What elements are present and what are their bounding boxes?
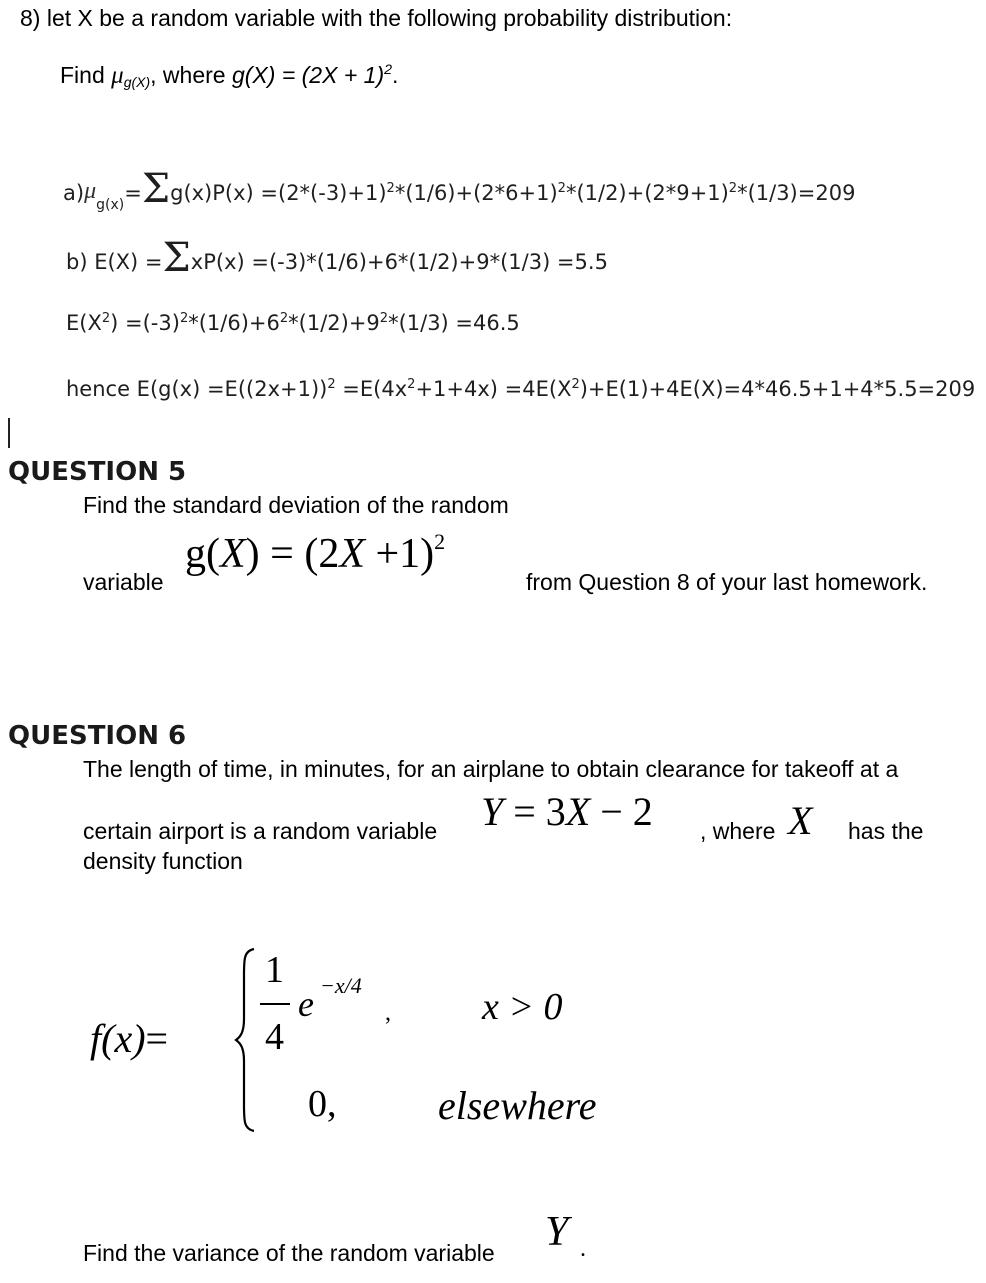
question6-line1: The length of time, in minutes, for an airplane to obtain clearance for takeoff at a [83, 756, 899, 782]
solution-hence: hence $E(g(x) =E((2x+1))^2 =E(4x^2+1+4x) =4E(X^2)+E(1)+4E(X)=4*46.5+1+4*5.5=209$ [66, 376, 976, 401]
question5-formula: $g(X) = (2X +1)^2$ [185, 529, 446, 577]
left-brace-icon [232, 945, 262, 1135]
density-lhs: f(x)= [90, 1016, 169, 1061]
sigma-icon: Σ [141, 166, 171, 212]
question6-line2: certain airport is a random variable [83, 818, 438, 844]
where-text: , where [150, 62, 232, 88]
condition-1: x > 0 [482, 986, 563, 1028]
find-text: Find [60, 62, 112, 88]
comma-1: , [385, 1000, 391, 1026]
fraction-numerator: 1 [265, 949, 284, 991]
final-y: Y [545, 1209, 569, 1255]
a-mu: μ [84, 178, 97, 204]
question6-where: , where [700, 818, 776, 844]
fraction-denominator: 4 [265, 1016, 284, 1058]
question6-title: QUESTION 6 [8, 721, 187, 751]
exp-power: −x/4 [320, 973, 362, 998]
fraction-bar [260, 1003, 290, 1005]
final-dot: . [580, 1236, 586, 1262]
exp-base: e [298, 984, 314, 1024]
mu-symbol: μ [111, 62, 124, 89]
problem8-heading: 8) let X be a random variable with the following probability distribution: [20, 5, 733, 31]
text-cursor [8, 418, 10, 448]
question6-x-var: X [788, 798, 813, 843]
question6-has-the: has the [848, 818, 924, 844]
question5-line1: Find the standard deviation of the random [83, 492, 509, 518]
problem8-find-line [60, 62, 398, 90]
b-expr: xP(x) =(-3)*(1/6)+6*(1/2)+9*(1/3) =5.5 [190, 250, 608, 274]
g-exponent: 2 [384, 62, 393, 79]
question6-line3: density function [83, 848, 243, 874]
a-label: a) [63, 181, 85, 205]
solution-ex2: $E(X^2) =(-3)^2*(1/6)+6^2*(1/2)+9^2*(1/3) =46.5$ [66, 310, 520, 335]
question5-title: QUESTION 5 [8, 457, 187, 487]
question5-line2: from Question 8 of your last homework. [526, 569, 928, 595]
b-label: b) E(X) = [66, 250, 163, 274]
solution-a: a) μ g(x) = Σ $g(x)P(x) =(2*(-3)+1)^2*(1/6)+(2*6+1)^2*(1/2)+(2*9+1)^2*(1/3)=209$ [63, 166, 856, 213]
g-definition: g(X) = (2X + 1) [231, 62, 385, 88]
condition-2: elsewhere [438, 1083, 597, 1128]
a-expr: $g(x)P(x) =(2*(-3)+1)^2*(1/6)+(2*6+1)^2*(1/2)+(2*9+1)^2*(1/3)=209$ [170, 180, 856, 205]
question6-final-text: Find the variance of the random variable [83, 1240, 495, 1266]
zero-value: 0, [308, 1083, 337, 1125]
a-equals: = [124, 181, 142, 205]
g-end: . [392, 62, 399, 88]
question6-y-equation: Y = 3X − 2 [481, 789, 653, 834]
question5-variable-word: variable [83, 569, 164, 595]
mu-subscript: g(X) [123, 74, 151, 90]
solution-b [66, 228, 608, 281]
sigma-icon: Σ [162, 235, 191, 281]
